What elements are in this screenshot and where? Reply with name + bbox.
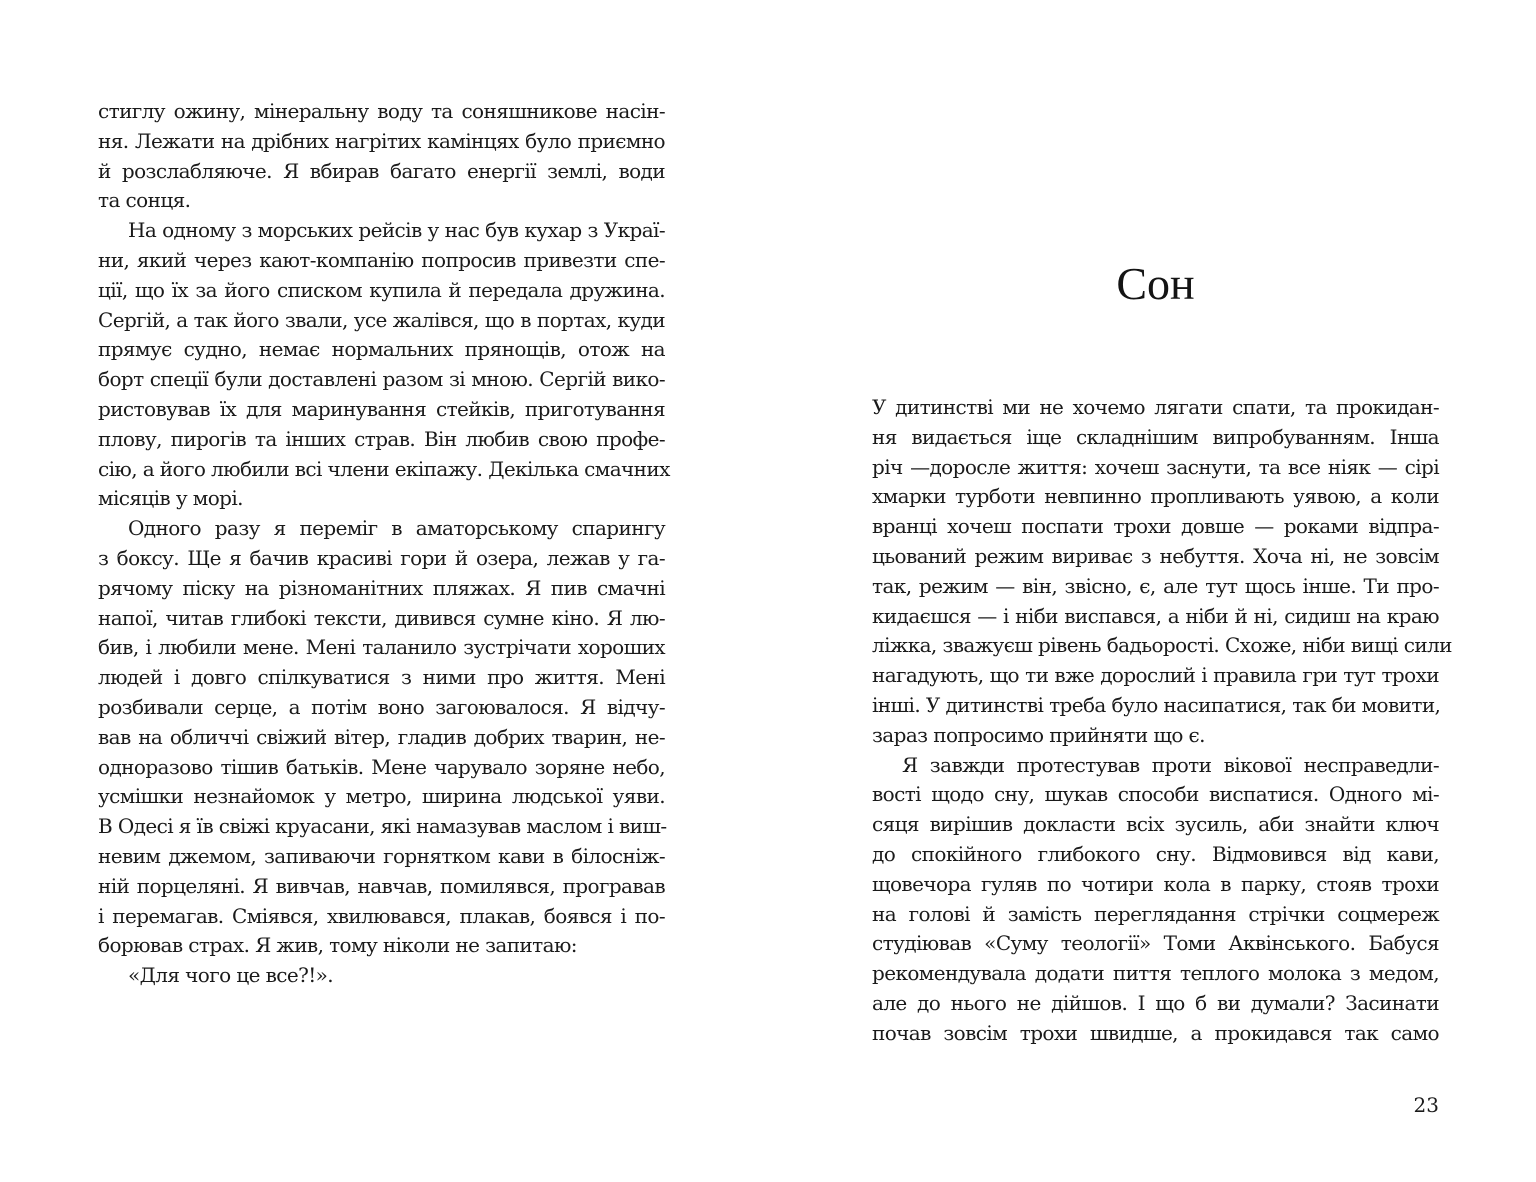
chapter-title: Сон [1116,258,1195,309]
left-text-line-26: невим джемом, запиваючи горнятком кави в білосніж- [98,844,665,868]
left-text-line-5: На одному з морських рейсів у нас був кухар з Украї- [128,218,665,242]
left-text-line-8: Сергій, а так його звали, усе жалівся, що в портах, куди [98,308,665,332]
left-text-line-27: ній порцеляні. Я вивчав, навчав, помилявся, програвав [98,874,665,898]
right-text-line-10: нагадують, що ти вже дорослий і правила гри тут трохи [872,663,1439,687]
right-text-line-22: почав зовсім трохи швидше, а прокидався так само [872,1021,1439,1045]
right-text-line-3: річ —доросле життя: хочеш заснути, та все ніяк — сірі [872,455,1439,479]
left-text-line-30: «Для чого це все?!». [128,963,334,987]
right-text-line-15: сяця вирішив докласти всіх зусиль, аби знайти ключ [872,812,1439,836]
right-text-line-4: хмарки турботи невпинно пропливають уявою, а коли [872,484,1439,508]
right-text-line-16: до спокійного глибокого сну. Відмовився від кави, [872,842,1439,866]
right-text-line-9: ліжка, зважуєш рівень бадьорості. Схоже, ніби вищі сили [872,633,1452,657]
right-text-line-2: ня видається іще складнішим випробуванням. Інша [872,425,1439,449]
right-text-line-12: зараз попросимо прийняти що є. [872,723,1205,747]
left-text-line-28: і перемагав. Сміявся, хвилювався, плакав, боявся і по- [98,904,665,928]
left-text-line-15: Одного разу я переміг в аматорському спарингу [128,516,665,540]
right-text-line-5: вранці хочеш поспати трохи довше — роками відпра- [872,514,1439,538]
left-text-line-21: розбивали серце, а потім воно загоювалося. Я відчу- [98,695,665,719]
left-text-line-14: місяців у морі. [98,486,243,510]
left-text-line-6: ни, який через кают-компанію попросив привезти спе- [98,248,665,272]
left-text-line-24: усмішки незнайомок у метро, ширина людської уяви. [98,784,665,808]
right-text-line-19: студіював «Суму теології» Томи Аквінського. Бабуся [872,931,1439,955]
left-text-line-17: рячому піску на різноманітних пляжах. Я пив смачні [98,576,665,600]
left-text-line-19: бив, і любили мене. Мені таланило зустрічати хороших [98,635,665,659]
left-text-line-7: ції, що їх за його списком купила й передала дружина. [98,278,665,302]
right-text-line-20: рекомендувала додати пиття теплого молока з медом, [872,961,1439,985]
left-text-line-10: борт спеції були доставлені разом зі мною. Сергій вико- [98,367,665,391]
right-text-line-7: так, режим — він, звісно, є, але тут щось інше. Ти про- [872,574,1439,598]
left-text-line-1: стиглу ожину, мінеральну воду та соняшникове насін- [98,99,665,123]
right-text-line-6: цьований режим вириває з небуття. Хоча ні, не зовсім [872,544,1439,568]
left-text-line-25: В Одесі я їв свіжі круасани, які намазував маслом і виш- [98,814,667,838]
left-text-line-9: прямує судно, немає нормальних прянощів, отож на [98,337,665,361]
right-text-line-11: інші. У дитинстві треба було насипатися, так би мовити, [872,693,1441,717]
left-text-line-13: сію, а його любили всі члени екіпажу. Декілька смачних [98,457,670,481]
left-text-line-23: одноразово тішив батьків. Мене чарувало зоряне небо, [98,755,665,779]
left-text-line-16: з боксу. Ще я бачив красиві гори й озера, лежав у га- [98,546,665,570]
page-number: 23 [1413,1093,1439,1117]
right-text-line-17: щовечора гуляв по чотири кола в парку, стояв трохи [872,872,1439,896]
right-text-line-18: на голові й замість переглядання стрічки соцмереж [872,902,1439,926]
right-text-line-13: Я завжди протестував проти вікової несправедли- [902,753,1439,777]
right-text-line-8: кидаєшся — і ніби виспався, а ніби й ні, сидиш на краю [872,604,1439,628]
left-text-line-12: плову, пирогів та інших страв. Він любив свою профе- [98,427,665,451]
left-text-line-29: борював страх. Я жив, тому ніколи не запитаю: [98,933,577,957]
left-text-line-18: напої, читав глибокі тексти, дивився сумне кіно. Я лю- [98,606,665,630]
right-page [768,0,1536,1182]
left-text-line-4: та сонця. [98,188,191,212]
right-text-line-1: У дитинстві ми не хочемо лягати спати, та прокидан- [872,395,1439,419]
right-text-line-21: але до нього не дійшов. І що б ви думали? Засинати [872,991,1439,1015]
left-text-line-3: й розслабляюче. Я вбирав багато енергії землі, води [98,159,665,183]
right-text-line-14: вості щодо сну, шукав способи виспатися. Одного мі- [872,782,1439,806]
left-text-line-11: ристовував їх для маринування стейків, приготування [98,397,665,421]
left-text-line-22: вав на обличчі свіжий вітер, гладив добрих тварин, не- [98,725,665,749]
left-text-line-20: людей і довго спілкуватися з ними про життя. Мені [98,665,665,689]
left-text-line-2: ня. Лежати на дрібних нагрітих камінцях було приємно [98,129,665,153]
